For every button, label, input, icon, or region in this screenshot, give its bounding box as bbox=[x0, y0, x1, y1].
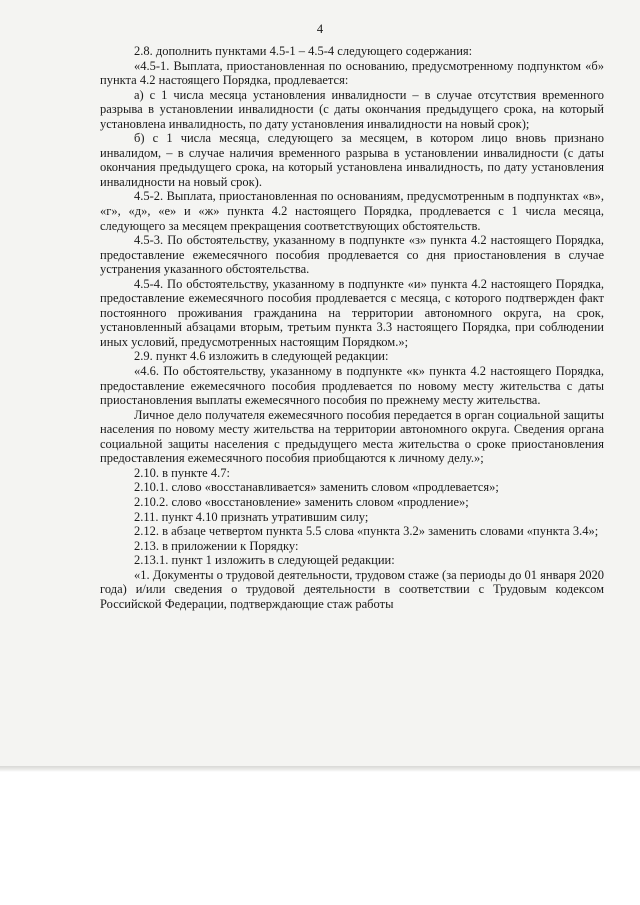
paragraph: 2.8. дополнить пунктами 4.5-1 – 4.5-4 следующего содержания: bbox=[134, 44, 473, 58]
page-number: 4 bbox=[316, 22, 324, 36]
paragraph: «4.6. По обстоятельству, указанному в подпункте «к» пункта 4.2 настоящего Порядка, предоставление ежемесячного пособия продлевается по новому месту жительства с даты приостановления выплаты ежемесячного пособия по прежнему месту жительства. bbox=[100, 364, 604, 408]
paragraph: а) с 1 числа месяца установления инвалидности – в случае отсутствия временного разрыва в установлении инвалидности (с даты окончания предыдущего срока, на который установлена инвалидность, по дату установления инвалидности на новый срок); bbox=[100, 87, 604, 131]
document-body bbox=[100, 44, 604, 611]
paragraph: 2.12. в абзаце четвертом пункта 5.5 слова «пункта 3.2» заменить словами «пункта 3.4»; bbox=[134, 524, 599, 539]
scan-edge-shadow bbox=[0, 766, 640, 772]
paragraph: б) с 1 числа месяца, следующего за месяцем, в котором лицо вновь признано инвалидом, – в случае наличия временного разрыва в установлении инвалидности (с даты окончания предыдущего срока, на который установлена инвалидность, по дату установления инвалидности на новый срок). bbox=[100, 131, 604, 189]
paragraph: 4.5-3. По обстоятельству, указанному в подпункте «з» пункта 4.2 настоящего Порядка, предоставление ежемесячного пособия продлевается со дня приостановления в случае устранения указанного обстоятельства. bbox=[100, 233, 604, 277]
paragraph: 2.13. в приложении к Порядку: bbox=[134, 538, 299, 553]
paragraph: 4.5-4. По обстоятельству, указанному в подпункте «и» пункта 4.2 настоящего Порядка, предоставление ежемесячного пособия продлевается с месяца, с которого подтвержден факт постоянного проживания гражданина на территории автономного округа, на срок, установленный абзацами вторым, третьим пункта 3.3 настоящего Порядка, при соблюдении иных условий, предусмотренных настоящим Порядком.»; bbox=[100, 276, 604, 349]
paragraph: 2.10. в пункте 4.7: bbox=[134, 465, 230, 480]
paragraph: 4.5-2. Выплата, приостановленная по основаниям, предусмотренным в подпунктах «в», «г», «д», «е» и «ж» пункта 4.2 настоящего Порядка, продлевается с 1 числа месяца, следующего за месяцем прекращения соответствующих обстоятельств. bbox=[100, 189, 604, 233]
paragraph: Личное дело получателя ежемесячного пособия передается в орган социальной защиты населения по новому месту жительства на территории автономного округа. Сведения органа социальной защиты населения с предыдущего места жительства о сроке приостановления предоставления ежемесячного пособия приобщаются к личному делу.»; bbox=[100, 407, 604, 466]
paragraph: 2.13.1. пункт 1 изложить в следующей редакции: bbox=[134, 553, 395, 568]
paragraph: 2.11. пункт 4.10 признать утратившим силу; bbox=[134, 509, 369, 524]
paragraph: 2.9. пункт 4.6 изложить в следующей редакции: bbox=[134, 349, 389, 364]
paragraph: «1. Документы о трудовой деятельности, трудовом стаже (за периоды до 01 января 2020 года) и/или сведения о трудовой деятельности в соответствии с Трудовым кодексом Российской Федерации, подтверждающие стаж работы bbox=[100, 567, 604, 611]
paragraph: «4.5-1. Выплата, приостановленная по основанию, предусмотренному подпунктом «б» пункта 4.2 настоящего Порядка, продлевается: bbox=[100, 58, 604, 88]
paragraph: 2.10.1. слово «восстанавливается» заменить словом «продлевается»; bbox=[134, 480, 499, 495]
paragraph: 2.10.2. слово «восстановление» заменить словом «продление»; bbox=[134, 494, 469, 509]
